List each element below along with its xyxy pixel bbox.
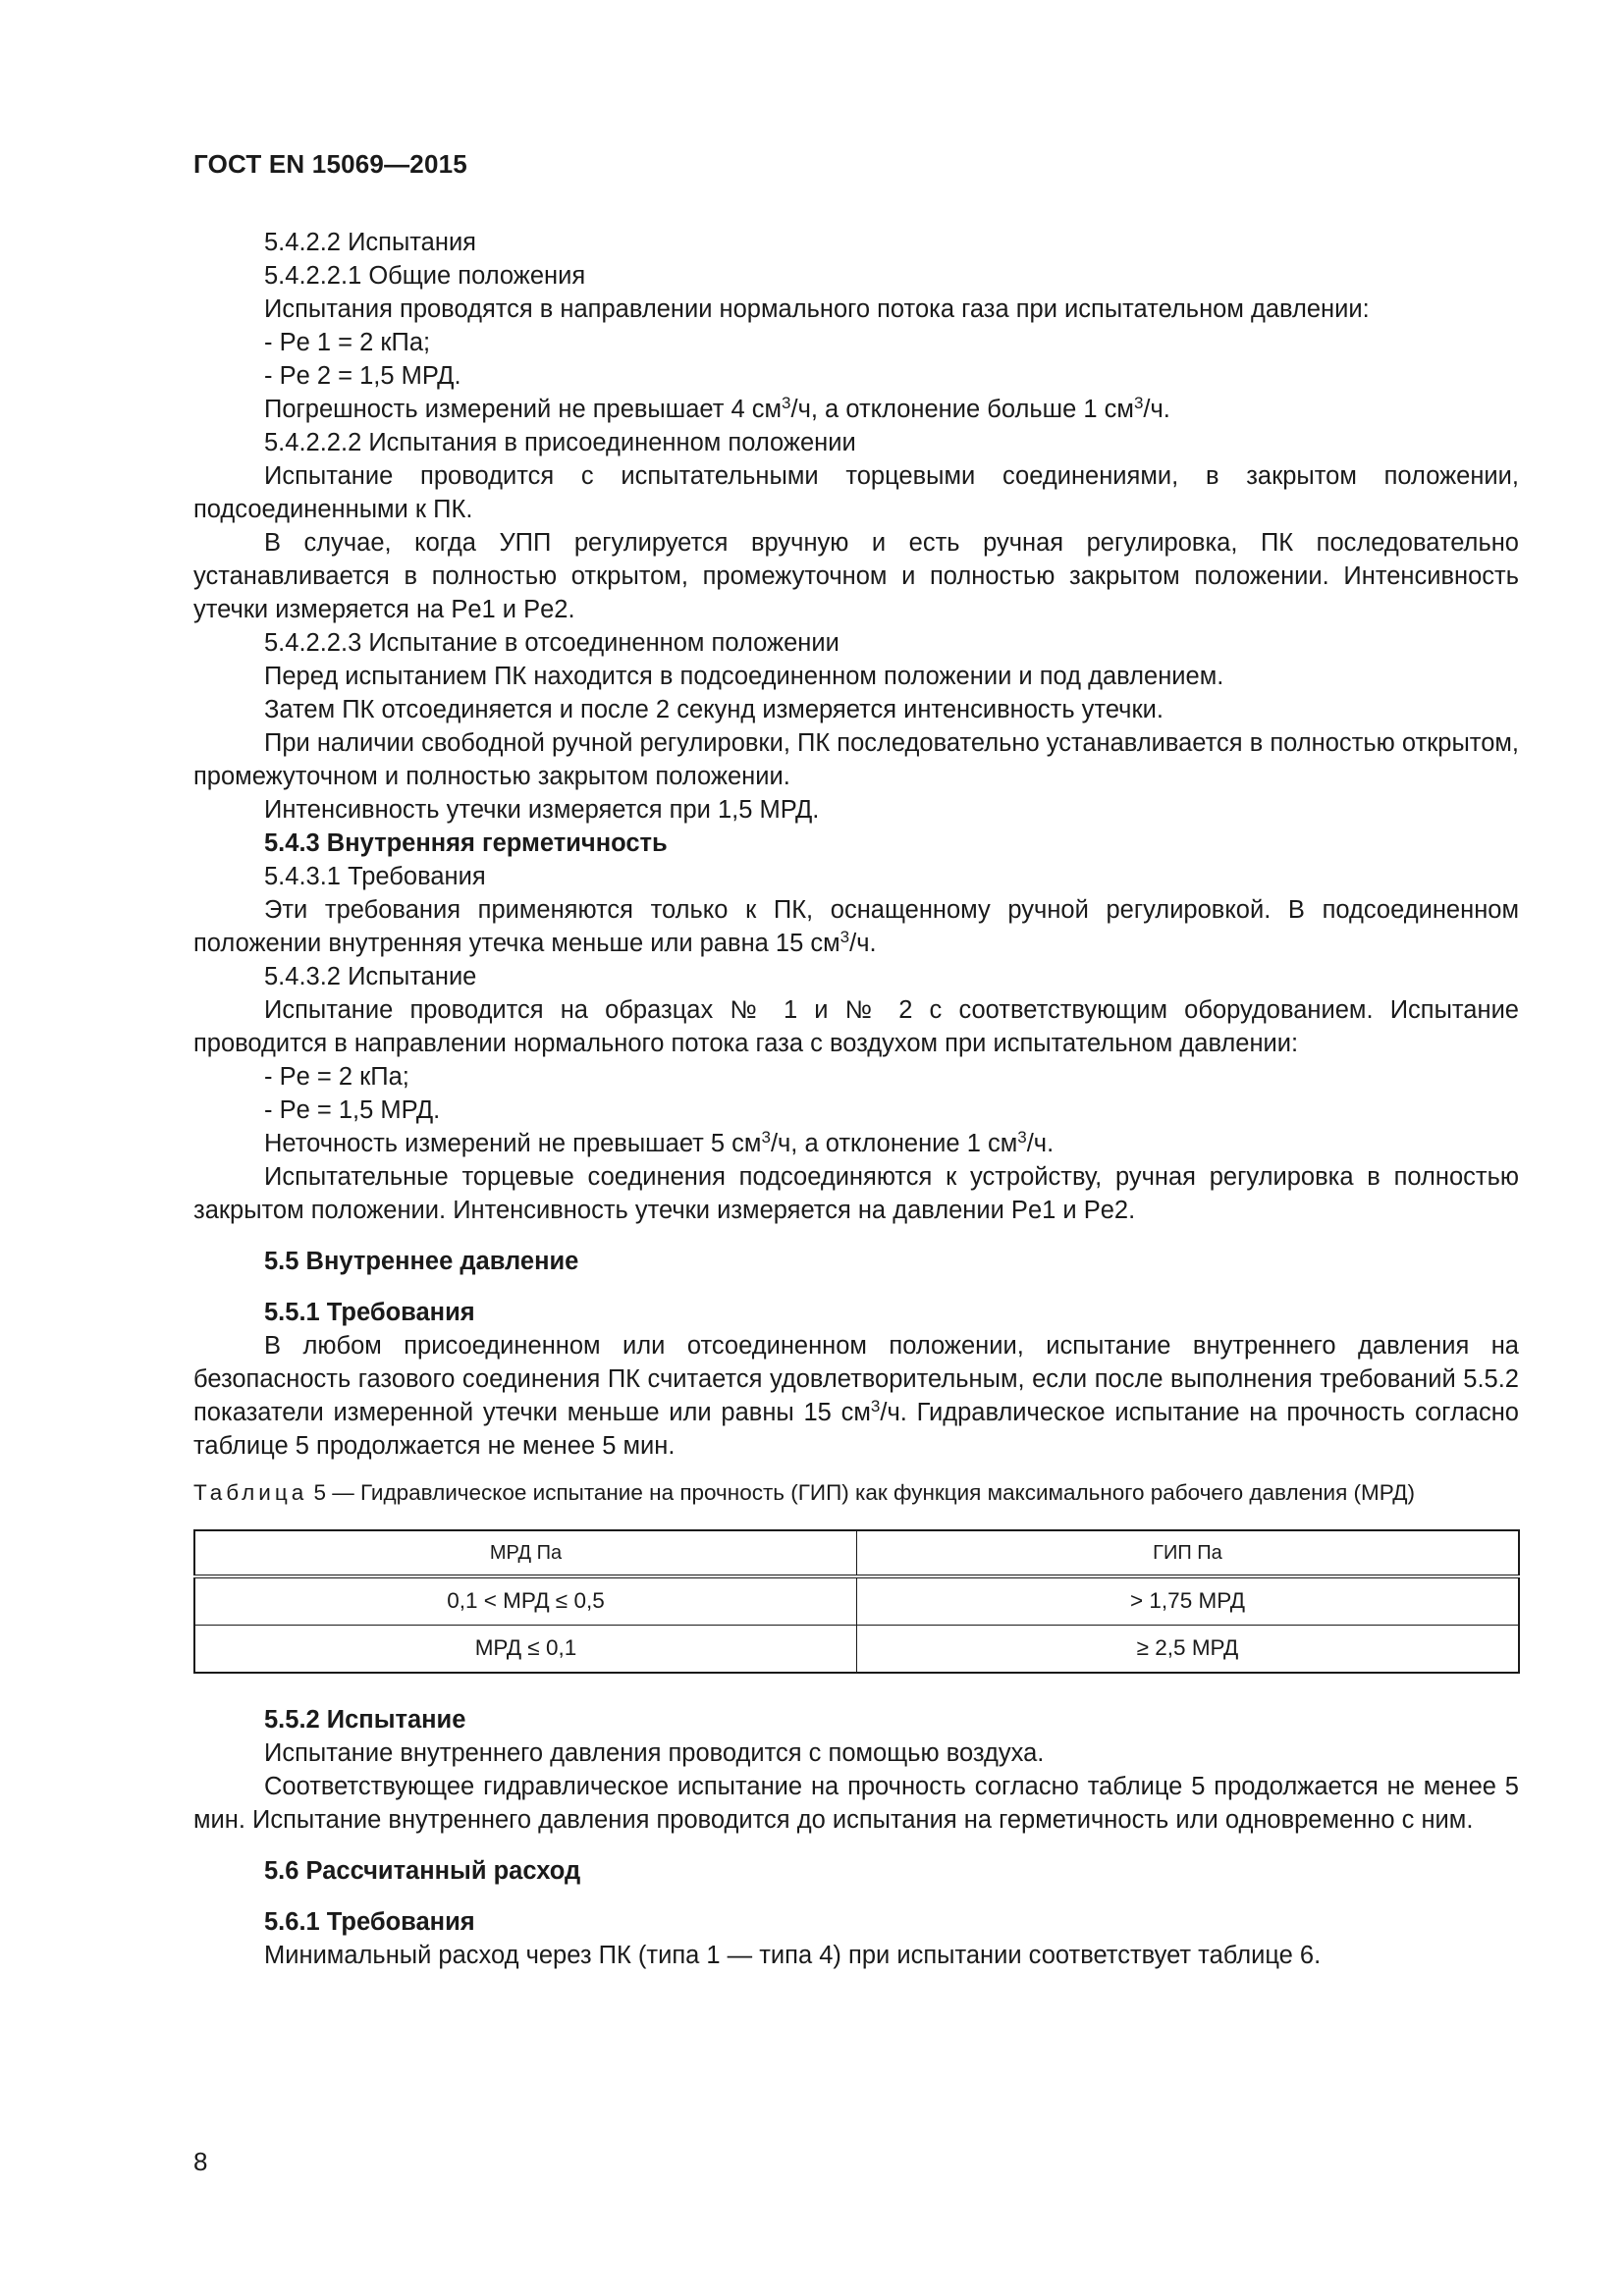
- paragraph-requirements: Эти требования применяются только к ПК, оснащенному ручной регулировкой. В подсоединенном положении внутренняя утечка меньше или равна 15 $см^3/ч$.: [193, 896, 1519, 957]
- list-item-pe1: - Pe 1 = 2 кПа;: [264, 329, 431, 356]
- section-5-4-2-2-2-heading: 5.4.2.2.2 Испытания в присоединенном положении: [264, 429, 856, 456]
- section-5-5-2-heading: 5.5.2 Испытание: [264, 1705, 466, 1734]
- document-body: [193, 226, 1519, 1972]
- paragraph-error-2: Неточность измерений не превышает 5 $см^3/ч$, а отклонение 1 $см^3/ч$.: [264, 1128, 1055, 1157]
- paragraph-5-6-1: Минимальный расход через ПК (типа 1 — типа 4) при испытании соответствует таблице 6.: [264, 1941, 1322, 1969]
- page-number: 8: [193, 2147, 208, 2176]
- table-row: [194, 1576, 1519, 1626]
- paragraph-test: Испытание проводится на образцах № 1 и № 2 с соответствующим оборудованием. Испытание проводится в направлении нормального потока газа с воздухом при испытательном давлении:: [193, 996, 1519, 1057]
- section-5-6-heading: 5.6 Рассчитанный расход: [264, 1856, 581, 1885]
- table-5-caption: Таблица 5 — Гидравлическое испытание на прочность (ГИП) как функция максимального рабочего давления (МРД): [193, 1480, 1416, 1505]
- table-5: [193, 1529, 1520, 1674]
- paragraph-disconnected-2: Затем ПК отсоединяется и после 2 секунд измеряется интенсивность утечки.: [264, 696, 1164, 723]
- document-header: ГОСТ EN 15069—2015: [193, 149, 467, 179]
- paragraph-5-5-2-1: Испытание внутреннего давления проводится с помощью воздуха.: [264, 1738, 1045, 1767]
- section-5-4-2-2-3-heading: 5.4.2.2.3 Испытание в отсоединенном положении: [264, 629, 839, 657]
- table-cell: МРД ≤ 0,1: [194, 1625, 857, 1673]
- paragraph-connected-1: Испытание проводится с испытательными торцевыми соединениями, в закрытом положении, подсоединенными к ПК.: [193, 462, 1519, 523]
- paragraph-end-connections: Испытательные торцевые соединения подсоединяются к устройству, ручная регулировка в полностью закрытом положении. Интенсивность утечки измеряется на давлении Pe1 и Pe2.: [193, 1163, 1519, 1224]
- table-cell: > 1,75 МРД: [857, 1576, 1520, 1626]
- section-5-5-heading: 5.5 Внутреннее давление: [264, 1248, 579, 1275]
- paragraph-disconnected-1: Перед испытанием ПК находится в подсоединенном положении и под давлением.: [264, 663, 1224, 690]
- section-5-4-2-2-1-heading: 5.4.2.2.1 Общие положения: [264, 262, 586, 290]
- paragraph-disconnected-4: Интенсивность утечки измеряется при 1,5 МРД.: [264, 796, 820, 824]
- paragraph-general: Испытания проводятся в направлении нормального потока газа при испытательном давлении:: [264, 295, 1370, 323]
- paragraph-5-5-1: В любом присоединенном или отсоединенном положении, испытание внутреннего давления на безопасность газового соединения ПК считается удовлетворительным, если после выполнения требований 5.5.2 показатели измеренной утечки меньше или равны 15 $см^3/ч$. Гидравлическое испытание на прочность согласно таблице 5 продолжается не менее 5 мин.: [193, 1332, 1519, 1460]
- section-5-6-1-heading: 5.6.1 Требования: [264, 1907, 475, 1936]
- table-header-row: [194, 1530, 1519, 1576]
- list-item-pe2: - Pe 2 = 1,5 МРД.: [264, 362, 461, 390]
- list-item-pe-b: - Pe = 1,5 МРД.: [264, 1096, 441, 1124]
- list-item-pe-a: - Pe = 2 кПа;: [264, 1063, 409, 1091]
- section-5-4-2-2-heading: 5.4.2.2 Испытания: [264, 229, 476, 256]
- section-5-4-3-1-heading: 5.4.3.1 Требования: [264, 863, 486, 890]
- paragraph-disconnected-3: При наличии свободной ручной регулировки, ПК последовательно устанавливается в полностью открытом, промежуточном и полностью закрытом положении.: [193, 729, 1519, 790]
- section-5-5-1-heading: 5.5.1 Требования: [264, 1299, 475, 1326]
- table-cell: ≥ 2,5 МРД: [857, 1625, 1520, 1673]
- paragraph-error-1: Погрешность измерений не превышает 4 $см^3/ч$, а отклонение больше 1 $см^3/ч$.: [264, 394, 1170, 423]
- section-5-4-3-heading: 5.4.3 Внутренняя герметичность: [264, 829, 668, 857]
- table-header-cell: ГИП Па: [857, 1530, 1520, 1576]
- table-header-cell: МРД Па: [194, 1530, 857, 1576]
- section-5-4-3-2-heading: 5.4.3.2 Испытание: [264, 963, 477, 990]
- paragraph-connected-2: В случае, когда УПП регулируется вручную и есть ручная регулировка, ПК последовательно устанавливается в полностью открытом, промежуточном и полностью закрытом положении. Интенсивность утечки измеряется на Pe1 и Pe2.: [193, 529, 1519, 623]
- paragraph-5-5-2-2: Соответствующее гидравлическое испытание на прочность согласно таблице 5 продолжается не менее 5 мин. Испытание внутреннего давления проводится до испытания на герметичность или одновременно с ним.: [193, 1772, 1519, 1834]
- table-cell: 0,1 < МРД ≤ 0,5: [194, 1576, 857, 1626]
- table-row: [194, 1625, 1519, 1673]
